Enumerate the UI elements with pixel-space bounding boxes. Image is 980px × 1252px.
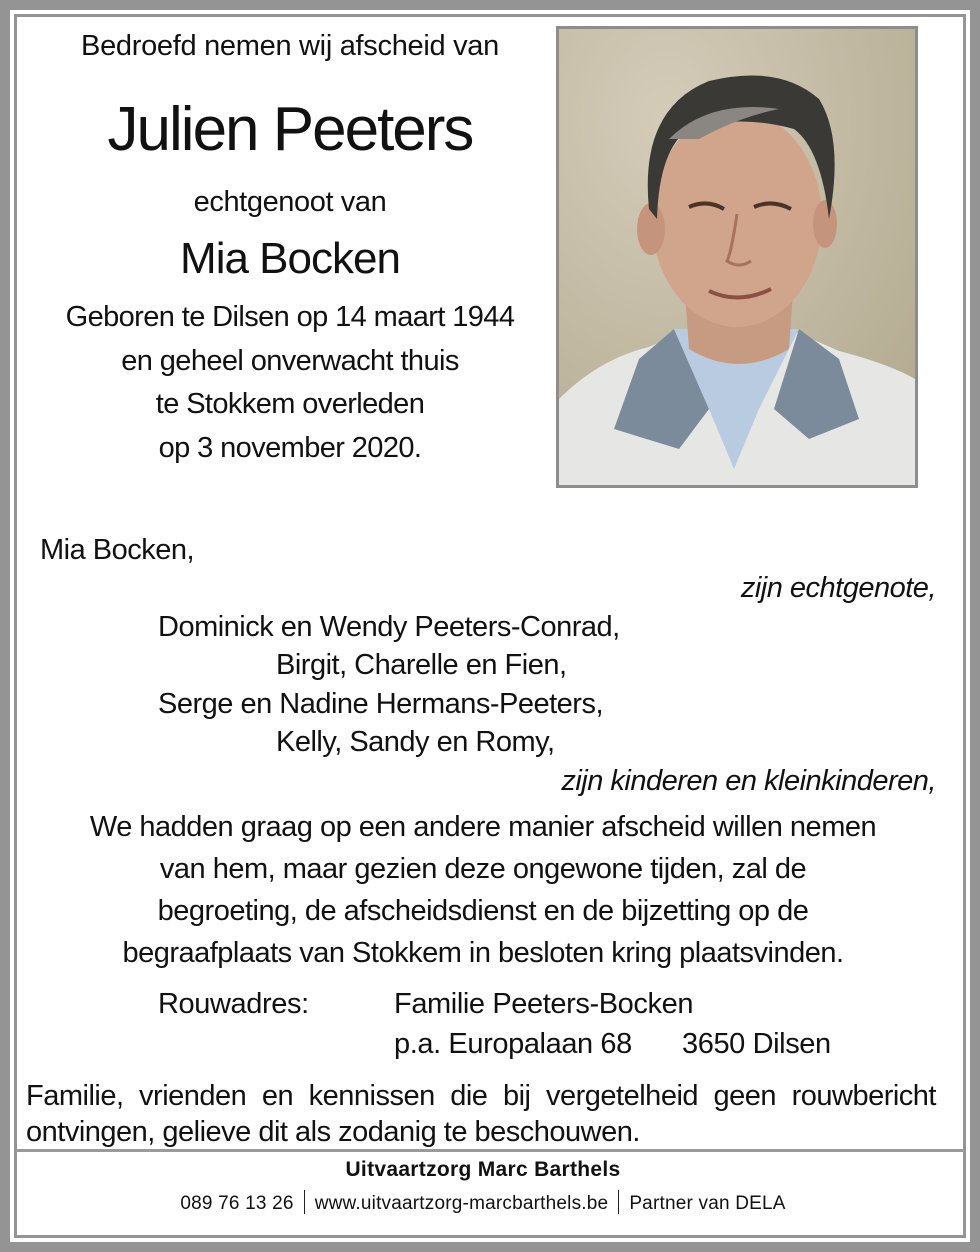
family-grandchildren-2: Kelly, Sandy en Romy,	[276, 726, 555, 758]
mourning-address-street: p.a. Europalaan 68	[394, 1028, 632, 1060]
mourning-address-name: Familie Peeters-Bocken	[394, 988, 694, 1020]
footer-divider	[16, 1149, 964, 1152]
family-children-role: zijn kinderen en kleinkinderen,	[561, 765, 936, 797]
life-details	[20, 296, 560, 470]
life-line-date: op 3 november 2020.	[158, 431, 422, 464]
separator	[618, 1190, 619, 1214]
spouse-intro: echtgenoot van	[193, 186, 387, 218]
life-line-death-2: te Stokkem overleden	[155, 388, 425, 420]
message-line-4: begraafplaats van Stokkem in besloten kring plaatsvinden.	[122, 937, 844, 969]
portrait-person-icon	[559, 29, 915, 485]
family-spouse: Mia Bocken,	[40, 534, 195, 566]
mourning-address-city: 3650 Dilsen	[682, 1028, 831, 1060]
message-line-2: van hem, maar gezien deze ongewone tijden, zal de	[159, 853, 807, 885]
funeral-home-name: Uitvaartzorg Marc Barthels	[345, 1158, 621, 1181]
life-line-birth: Geboren te Dilsen op 14 maart 1944	[65, 301, 515, 333]
funeral-home-website-link[interactable]: www.uitvaartzorg-marcbarthels.be	[314, 1193, 609, 1214]
funeral-message	[20, 806, 946, 974]
announcement-intro: Bedroefd nemen wij afscheid van	[81, 30, 499, 62]
separator	[304, 1190, 305, 1214]
deceased-name: Julien Peeters	[107, 95, 473, 164]
family-child-2: Serge en Nadine Hermans-Peeters,	[158, 688, 604, 720]
funeral-home-partner: Partner van DELA	[629, 1193, 786, 1214]
message-line-3: begroeting, de afscheidsdienst en de bijzetting op de	[157, 895, 809, 927]
message-line-1: We hadden graag op een andere manier afscheid willen nemen	[89, 811, 877, 843]
family-spouse-role: zijn echtgenote,	[740, 572, 936, 604]
funeral-home-contact	[20, 1190, 946, 1215]
funeral-home-phone[interactable]: 089 76 13 26	[180, 1193, 294, 1214]
portrait-photo	[556, 26, 918, 488]
mourning-address-label: Rouwadres:	[158, 988, 309, 1020]
closing-note: Familie, vrienden en kennissen die bij vergetelheid geen rouwbericht ontvingen, gelieve dit als zodanig te beschouwen.	[26, 1080, 936, 1148]
spouse-name: Mia Bocken	[180, 234, 400, 283]
life-line-death-1: en geheel onverwacht thuis	[121, 344, 459, 377]
family-grandchildren-1: Birgit, Charelle en Fien,	[276, 649, 567, 681]
family-child-1: Dominick en Wendy Peeters-Conrad,	[158, 611, 620, 643]
